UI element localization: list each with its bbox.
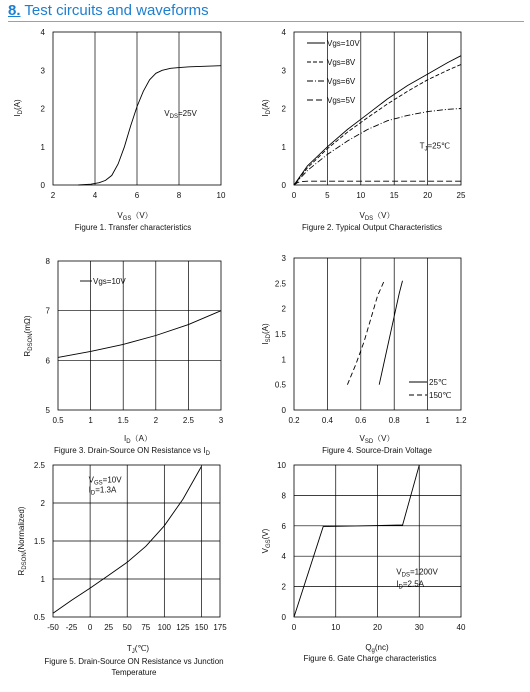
x-tick-label: 5 (325, 191, 330, 200)
x-axis-label: $V_{SD}(V)$ (359, 434, 395, 445)
y-tick-label: 3 (281, 66, 286, 76)
plot-frame (294, 32, 461, 185)
y-tick-label: 2.5 (33, 461, 45, 470)
x-tick-label: 10 (216, 191, 226, 200)
x-tick-label: 0.6 (355, 416, 367, 425)
y-tick-label: 1.5 (33, 537, 45, 546)
fig6-chart (261, 461, 466, 663)
y-tick-label: 0 (40, 181, 45, 190)
y-tick-label: 7 (45, 306, 50, 316)
series-line-1 (379, 281, 402, 385)
fig1-chart (13, 28, 226, 232)
x-tick-label: 25 (456, 191, 466, 200)
y-tick-label: 0.5 (274, 380, 286, 390)
x-tick-label: 20 (373, 623, 382, 632)
section-title-text: Test circuits and waveforms (24, 2, 209, 19)
x-tick-label: 10 (331, 623, 341, 632)
x-tick-label: 100 (157, 623, 172, 632)
series-line-1 (58, 311, 221, 358)
x-axis-label: $V_{GS}(V)$ (117, 211, 153, 222)
x-tick-label: 0.4 (321, 416, 333, 425)
legend-label: Vgs=8V (327, 58, 356, 67)
annotation: $I_D=1.3A$ (88, 485, 117, 497)
x-tick-label: 8 (176, 191, 182, 200)
figure-caption-line2: Temperature (111, 668, 157, 677)
y-tick-label: 1.5 (274, 330, 286, 339)
y-tick-label: 8 (45, 257, 50, 266)
y-axis-label: $I_D(A)$ (261, 99, 272, 117)
figure-caption: Figure 4. Source-Drain Voltage (322, 446, 432, 455)
y-axis-label: $R_{DSON}(m\Omega)$ (23, 315, 34, 357)
x-tick-label: 30 (414, 623, 424, 632)
y-axis-label: $I_D(A)$ (13, 99, 24, 117)
figure-caption: Figure 5. Drain-Source ON Resistance vs Junction (44, 657, 224, 666)
series-line-1 (78, 66, 221, 185)
y-tick-label: 1 (281, 355, 286, 365)
x-tick-label: 1.2 (455, 416, 467, 425)
annotation: $I_D=2.5A$ (396, 579, 425, 591)
x-tick-label: 75 (141, 623, 151, 632)
figure-caption: Figure 3. Drain-Source ON Resistance vs $I_D$ (54, 446, 210, 457)
fig5-chart (17, 461, 227, 677)
y-axis-label: $V_{GS}(V)$ (261, 528, 272, 554)
plot-frame (58, 261, 221, 410)
x-tick-label: 0.8 (388, 416, 400, 425)
x-tick-label: -50 (47, 623, 59, 632)
annotation: $V_{DS}=1200V$ (396, 567, 438, 579)
x-tick-label: 2 (50, 191, 56, 200)
x-tick-label: 3 (218, 416, 224, 425)
y-tick-label: 2 (281, 304, 286, 314)
y-tick-label: 1 (281, 142, 286, 152)
x-axis-label: $I_D(A)$ (124, 434, 152, 445)
annotation: $T_J=25℃$ (419, 141, 451, 153)
y-tick-label: 4 (281, 28, 286, 37)
y-tick-label: 3 (40, 66, 45, 76)
x-tick-label: 15 (389, 191, 399, 200)
y-tick-label: 2 (40, 499, 45, 508)
fig2-chart (261, 28, 466, 232)
x-tick-label: 6 (134, 191, 140, 200)
y-tick-label: 6 (45, 356, 50, 366)
y-tick-label: 0 (281, 181, 286, 190)
y-tick-label: 5 (45, 406, 50, 415)
y-tick-label: 0.5 (33, 613, 45, 622)
x-tick-label: 1.5 (117, 416, 129, 425)
figure-caption: Figure 2. Typical Output Characteristics (302, 223, 442, 232)
y-tick-label: 1 (40, 142, 45, 152)
x-tick-label: 0.2 (288, 416, 300, 425)
legend-label: 25℃ (429, 378, 447, 387)
x-tick-label: 40 (456, 623, 466, 632)
annotation: $V_{DS}=25V$ (164, 109, 197, 121)
annotation: $V_{GS}=10V$ (88, 475, 122, 487)
y-tick-label: 0 (281, 613, 286, 622)
y-tick-label: 10 (277, 461, 286, 470)
x-tick-label: 0 (87, 623, 93, 632)
x-tick-label: 0 (291, 623, 297, 632)
x-tick-label: 0 (291, 191, 297, 200)
x-axis-label: $V_{DS}(V)$ (359, 211, 395, 222)
y-tick-label: 2 (281, 104, 286, 114)
legend-label: Vgs=10V (93, 277, 126, 286)
x-tick-label: 4 (92, 191, 98, 200)
y-axis-label: $I_{SD}(A)$ (261, 323, 272, 345)
section-number: 8. (8, 2, 21, 19)
x-tick-label: 1 (425, 416, 430, 425)
y-axis-label: $R_{DSON}(Normalized)$ (17, 506, 28, 576)
x-tick-label: 2.5 (182, 416, 194, 425)
y-tick-label: 2 (40, 104, 45, 114)
y-tick-label: 4 (40, 28, 45, 37)
fig4-chart (261, 254, 467, 455)
y-tick-label: 3 (281, 254, 286, 263)
x-axis-label: $T_J(℃)$ (126, 644, 150, 655)
legend-label: Vgs=5V (327, 96, 356, 105)
x-tick-label: 0.5 (52, 416, 64, 425)
x-tick-label: 150 (194, 623, 209, 632)
y-tick-label: 8 (281, 491, 286, 501)
x-tick-label: 25 (104, 623, 114, 632)
legend-label: 150℃ (429, 391, 452, 400)
legend-label: Vgs=6V (327, 77, 356, 86)
y-tick-label: 4 (281, 552, 286, 562)
plot-frame (294, 258, 461, 410)
y-tick-label: 2 (281, 582, 286, 592)
x-tick-label: 20 (423, 191, 433, 200)
x-axis-label: $Q_g(nc)$ (365, 643, 389, 654)
series-line-4 (294, 181, 461, 185)
x-tick-label: 2 (153, 416, 159, 425)
x-tick-label: 125 (176, 623, 190, 632)
x-tick-label: 50 (122, 623, 132, 632)
x-tick-label: 10 (356, 191, 366, 200)
x-tick-label: 1 (88, 416, 93, 425)
fig3-chart (23, 257, 224, 457)
y-tick-label: 0 (281, 406, 286, 415)
y-tick-label: 2.5 (274, 279, 286, 289)
x-tick-label: -25 (65, 623, 78, 632)
series-line-1 (294, 465, 419, 617)
figure-caption: Figure 1. Transfer characteristics (74, 223, 192, 232)
legend-label: Vgs=10V (327, 39, 360, 48)
figure-caption: Figure 6. Gate Charge characteristics (303, 654, 437, 663)
series-line-2 (347, 281, 384, 385)
series-line-1 (294, 56, 461, 185)
y-tick-label: 6 (281, 521, 286, 531)
x-tick-label: 175 (213, 623, 227, 632)
y-tick-label: 1 (40, 575, 45, 584)
